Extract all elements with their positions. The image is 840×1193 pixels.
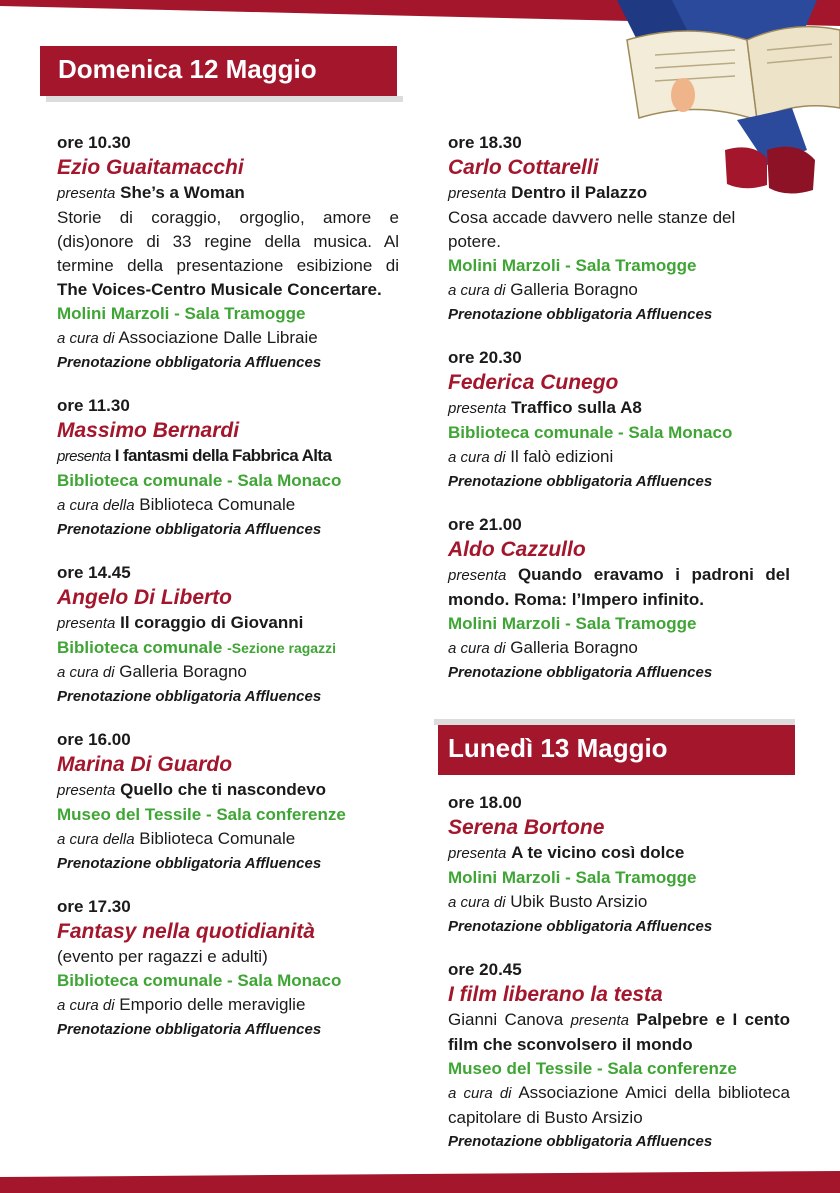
organizer: Emporio delle meraviglie (119, 995, 306, 1014)
event (57, 562, 399, 709)
event (448, 792, 790, 939)
event (57, 132, 399, 375)
book-title: Traffico sulla A8 (511, 398, 642, 417)
event (57, 729, 399, 876)
event-title: I film liberano la testa (448, 983, 663, 1006)
event-description: Cosa accade davvero nelle stanze del potere. (448, 208, 736, 251)
cura-label: a cura di (57, 664, 115, 681)
event-time: ore 11.30 (57, 396, 130, 415)
organizer: Ubik Busto Arsizio (510, 892, 648, 911)
presenta-label: presenta (57, 185, 116, 202)
presenta-label: presenta (57, 615, 116, 632)
event-venue: Molini Marzoli - Sala Tramogge (57, 304, 306, 323)
event-venue: Museo del Tessile - Sala conferenze (57, 805, 346, 824)
event (448, 132, 790, 327)
event-author: Marina Di Guardo (57, 753, 233, 776)
event-time: ore 18.00 (448, 793, 522, 812)
organizer: Il falò edizioni (510, 447, 614, 466)
booking-note: Prenotazione obbligatoria Affluences (57, 354, 322, 371)
book-title: Il coraggio di Giovanni (120, 613, 304, 632)
event-time: ore 21.00 (448, 515, 522, 534)
cura-label: a cura di (448, 1085, 512, 1102)
cura-label: a cura di (448, 640, 506, 657)
event (57, 896, 399, 1042)
event-author: Serena Bortone (448, 816, 605, 839)
event-venue: Biblioteca comunale - Sala Monaco (57, 971, 342, 990)
booking-note: Prenotazione obbligatoria Affluences (448, 664, 713, 681)
event (448, 959, 790, 1154)
event-author: Ezio Guaitamacchi (57, 156, 244, 179)
right-column (448, 132, 790, 705)
event (57, 395, 399, 542)
presenta-label: presenta (448, 567, 507, 584)
event-venue: Molini Marzoli - Sala Tramogge (448, 256, 697, 275)
organizer: Galleria Boragno (510, 638, 638, 657)
event-author: Angelo Di Liberto (57, 586, 232, 609)
organizer: Associazione Dalle Libraie (118, 328, 318, 347)
cura-label: a cura di (448, 449, 506, 466)
monday-column (448, 792, 790, 1174)
cura-label: a cura della (57, 497, 135, 514)
presenta-label: presenta (448, 845, 507, 862)
event (448, 514, 790, 685)
event-author: Federica Cunego (448, 371, 619, 394)
organizer: Biblioteca Comunale (139, 829, 296, 848)
event-venue: Museo del Tessile - Sala conferenze (448, 1059, 737, 1078)
organizer: Associazione Amici della biblioteca capitolare di Busto Arsizio (448, 1083, 790, 1127)
event-venue: Biblioteca comunale - Sala Monaco (57, 471, 342, 490)
event-author: Gianni Canova (448, 1010, 564, 1029)
organizer: Galleria Boragno (119, 662, 247, 681)
venue-section: -Sezione ragazzi (227, 640, 336, 656)
event-venue: Molini Marzoli - Sala Tramogge (448, 614, 697, 633)
presenta-label: presenta (570, 1012, 629, 1029)
cura-label: a cura della (57, 831, 135, 848)
event-venue: Biblioteca comunale - Sala Monaco (448, 423, 733, 442)
performer-name: The Voices-Centro Musicale Concertare. (57, 280, 382, 299)
event-venue: Biblioteca comunale -Sezione ragazzi (57, 638, 336, 657)
event-time: ore 20.30 (448, 348, 522, 367)
event-note: (evento per ragazzi e adulti) (57, 947, 268, 966)
book-title: Dentro il Palazzo (511, 183, 648, 202)
event-time: ore 10.30 (57, 133, 131, 152)
book-title: A te vicino così dolce (511, 843, 685, 862)
booking-note: Prenotazione obbligatoria Affluences (448, 918, 713, 935)
cura-label: a cura di (448, 282, 506, 299)
day-title: Lunedì 13 Maggio (448, 733, 668, 763)
booking-note: Prenotazione obbligatoria Affluences (448, 1133, 713, 1150)
event-time: ore 18.30 (448, 133, 522, 152)
organizer: Biblioteca Comunale (139, 495, 296, 514)
event-time: ore 14.45 (57, 563, 131, 582)
cura-label: a cura di (57, 997, 115, 1014)
event-description: Storie di coraggio, orgoglio, amore e (dis)onore di 33 regine della musica. Al termine della presentazione esibizione di The Voices-Centro Musicale Concertare. (57, 208, 399, 299)
book-title: I fantasmi della Fabbrica Alta (114, 446, 332, 465)
cura-label: a cura di (448, 894, 506, 911)
day-banner-sunday (40, 46, 397, 96)
event (448, 347, 790, 494)
day-banner-monday (438, 725, 795, 775)
book-title: Quello che ti nascondevo (120, 780, 327, 799)
book-title: Quando eravamo i padroni del mondo. Roma: l’Impero infinito. (448, 565, 790, 609)
event-time: ore 17.30 (57, 897, 131, 916)
left-column (57, 132, 399, 1062)
event-time: ore 20.45 (448, 960, 522, 979)
presenta-label: presenta (448, 185, 507, 202)
booking-note: Prenotazione obbligatoria Affluences (57, 521, 322, 538)
event-time: ore 16.00 (57, 730, 131, 749)
booking-note: Prenotazione obbligatoria Affluences (448, 473, 713, 490)
event-author: Aldo Cazzullo (448, 538, 586, 561)
book-title: Palpebre e I cento film che sconvolsero il mondo (448, 1010, 790, 1054)
event-author: Carlo Cottarelli (448, 156, 599, 179)
presenta-label: presenta (57, 782, 116, 799)
presenta-label: presenta (57, 448, 111, 465)
organizer: Galleria Boragno (510, 280, 638, 299)
event-venue: Molini Marzoli - Sala Tramogge (448, 868, 697, 887)
booking-note: Prenotazione obbligatoria Affluences (57, 855, 322, 872)
cura-label: a cura di (57, 330, 115, 347)
booking-note: Prenotazione obbligatoria Affluences (448, 306, 713, 323)
presenta-label: presenta (448, 400, 507, 417)
day-title: Domenica 12 Maggio (58, 54, 317, 84)
event-author: Massimo Bernardi (57, 419, 240, 442)
booking-note: Prenotazione obbligatoria Affluences (57, 688, 322, 705)
book-title: She’s a Woman (120, 183, 245, 202)
event-title: Fantasy nella quotidianità (57, 920, 315, 943)
booking-note: Prenotazione obbligatoria Affluences (57, 1021, 322, 1038)
